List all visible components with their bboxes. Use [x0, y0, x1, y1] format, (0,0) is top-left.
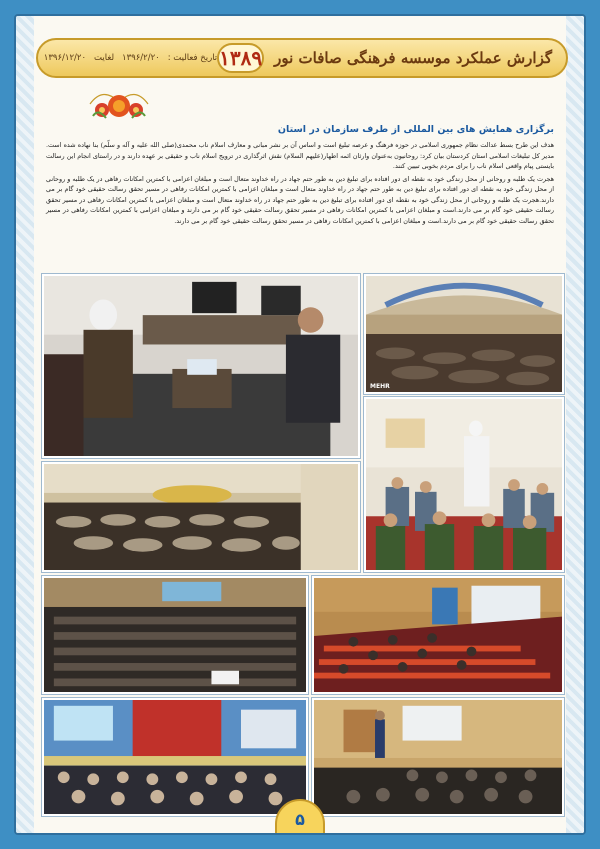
article-paragraph: هجرت یک طلبه و روحانی از محل زندگی خود به نقطه ای دور افتاده برای تبلیغ دین به طور حتم جهاد در راه خداوند متعال است و مبلغان اعزامی با کمترین امکانات رفاهی در یک طلبه و روحانی از محل زندگی خود به نقطه ای دور افتاده برای تبلیغ دین به طور حتم جهاد در راه خداوند متعال است و مبلغان اعزامی با کمترین امکانات رفاهی در مسیر تحقق رسالت حقیقی خود گام بر می دارند.هجرت یک طلبه و روحانی از محل زندگی خود به نقطه ای دور افتاده برای تبلیغ دین به طور حتم جهاد در راه خداوند متعال است و مبلغان اعزامی با کمترین امکانات رفاهی در مسیر تحقق رسالت حقیقی خود گام بر می دارند.است و مبلغان اعزامی با کمترین امکانات رفاهی در مسیر تحقق رسالت حقیقی خود گام بر می دارند و مبلغان اعزامی با کمترین امکانات رفاهی در مسیر تحقق رسالت حقیقی خود گام بر می دارند.است و مبلغان اعزامی با کمترین امکانات رفاهی در مسیر تحقق رسالت حقیقی خود گام بر می دارند. — [46, 174, 554, 225]
right-pattern-strip — [566, 16, 584, 833]
auditorium-audience-photo — [42, 576, 308, 694]
photo-watermark: MEHR — [370, 383, 390, 390]
left-pattern-strip — [16, 16, 34, 833]
activity-date-label: تاریخ فعالیت : — [167, 53, 218, 63]
office-meeting-photo — [42, 274, 360, 458]
activity-date: ۱۳۹۶/۲/۲۰ — [122, 53, 160, 63]
until-date: ۱۳۹۶/۱۲/۲۰ — [43, 53, 87, 63]
report-title: گزارش عملکرد موسسه فرهنگی صافات نور — [274, 49, 552, 67]
page-number: ۵ — [275, 799, 325, 835]
mosque-congregation-photo — [42, 462, 360, 572]
until-label: لغایت — [94, 53, 115, 63]
article-body — [46, 140, 554, 256]
stage-ceremony-photo — [42, 698, 308, 816]
conference-hall-photo — [312, 576, 564, 694]
mosque-prayer-photo — [364, 274, 564, 394]
header-banner — [36, 38, 568, 78]
speaker-presentation-photo — [312, 698, 564, 816]
article-heading: برگزاری همایش های بین المللی از طرف سازمان در استان — [277, 124, 554, 135]
year-badge: ۱۳۸۹ — [217, 43, 264, 73]
article-paragraph: هدف این طرح بسط عدالت نظام جمهوری اسلامی در حوزه فرهنگ و عرصه تبلیغ است و اساس آن بر نشر مبانی و معارف اسلام ناب محمدی(صلی الله علیه و آله و سلّم) بنا نهاده شده است. مدیر کل تبلیغات اسلامی استان کردستان بیان کرد: روحانیون به‌عنوان وارثان ائمه اطهار(علیهم السلام) نقش اثرگذاری در ترویج اسلام ناب و حقیقی بر عهده دارند و در راستای انجام این رسالت بایستی پیام واقعی اسلام ناب را برای مردم بخوبی تبیین کنند. — [46, 141, 554, 170]
flower-ornament-icon — [88, 84, 150, 122]
page — [14, 14, 586, 835]
activity-dates — [30, 53, 217, 63]
cleric-lecture-photo — [364, 397, 564, 572]
